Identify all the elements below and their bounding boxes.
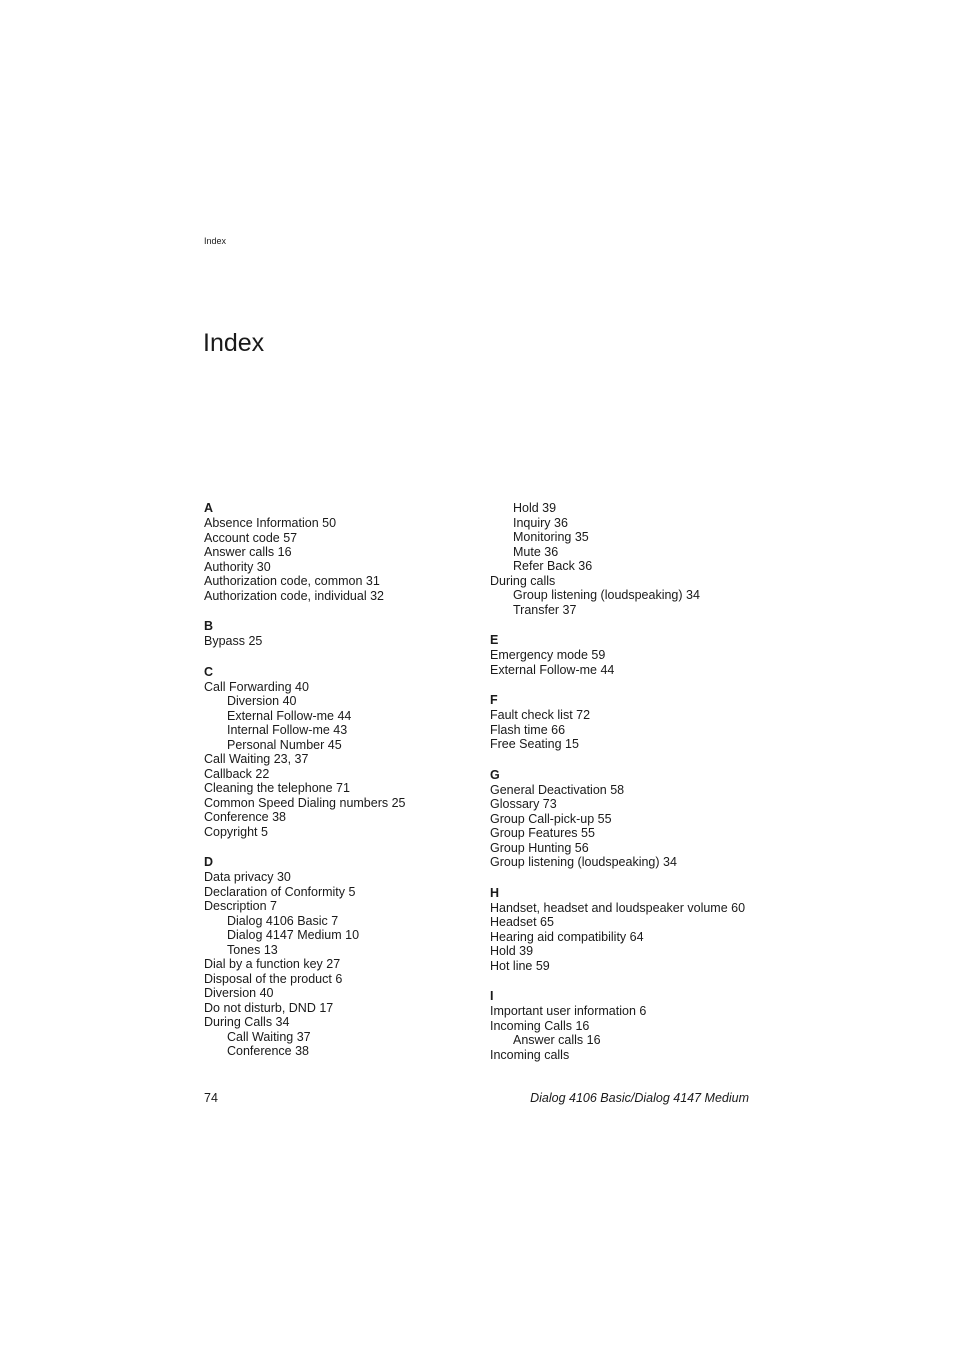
index-entry: Hold 39	[490, 944, 534, 958]
index-entry: Emergency mode 59	[490, 648, 606, 662]
index-entry: Authority 30	[204, 559, 271, 574]
index-group	[204, 855, 494, 1059]
index-entry: Incoming calls	[490, 1047, 570, 1062]
index-entry: Free Seating 15	[490, 737, 579, 751]
index-entry: Answer calls 16	[204, 545, 292, 559]
index-entry: Call Waiting 23, 37	[204, 752, 309, 766]
index-entry: Group listening (loudspeaking) 34	[490, 855, 677, 869]
index-entry: Authorization code, individual 32	[204, 588, 384, 603]
index-subentry: Dialog 4106 Basic 7	[227, 913, 339, 928]
index-letter-heading: D	[204, 855, 214, 869]
index-group	[490, 501, 790, 617]
index-letter-heading: A	[204, 501, 214, 515]
index-entry: Flash time 66	[490, 722, 566, 737]
index-entry: During Calls 34	[204, 1015, 290, 1029]
index-entry: External Follow-me 44	[490, 662, 615, 677]
index-entry: Group Hunting 56	[490, 840, 589, 855]
index-group	[204, 619, 494, 649]
index-entry: Group Features 55	[490, 826, 595, 840]
index-group	[490, 693, 790, 752]
index-entry: Bypass 25	[204, 634, 263, 648]
index-subentry: Hold 39	[513, 501, 557, 515]
index-letter-heading: F	[490, 693, 498, 707]
running-head: Index	[204, 236, 227, 246]
page-title: Index	[203, 329, 265, 357]
index-column-left	[204, 501, 494, 1059]
index-entry: Copyright 5	[204, 824, 268, 839]
index-subentry: Mute 36	[513, 544, 559, 559]
index-entry: Diversion 40	[204, 986, 274, 1000]
index-letter-heading: C	[204, 664, 214, 679]
index-entry: Conference 38	[204, 810, 287, 824]
index-subentry: Conference 38	[227, 1044, 310, 1058]
index-entry: Headset 65	[490, 915, 554, 929]
index-group	[490, 886, 790, 974]
index-column-right	[490, 501, 790, 1062]
index-group	[490, 768, 790, 870]
index-subentry: Answer calls 16	[513, 1033, 601, 1047]
index-entry: General Deactivation 58	[490, 782, 625, 797]
index-subentry: Personal Number 45	[227, 737, 342, 752]
index-subentry: Refer Back 36	[513, 559, 593, 573]
index-subentry: Group listening (loudspeaking) 34	[513, 588, 700, 602]
index-entry: Group Call-pick-up 55	[490, 811, 612, 826]
index-entry: Data privacy 30	[204, 870, 291, 884]
index-entry: Hearing aid compatibility 64	[490, 929, 644, 944]
index-entry: Callback 22	[204, 766, 270, 781]
index-entry: Fault check list 72	[490, 708, 591, 722]
index-group	[204, 665, 494, 840]
index-subentry: Inquiry 36	[513, 515, 568, 530]
index-entry: During calls	[490, 573, 556, 588]
index-subentry: Call Waiting 37	[227, 1029, 311, 1044]
index-subentry: External Follow-me 44	[227, 708, 352, 723]
index-subentry: Diversion 40	[227, 694, 297, 708]
index-entry: Authorization code, common 31	[204, 574, 380, 588]
index-subentry: Dialog 4147 Medium 10	[227, 928, 360, 942]
index-entry: Disposal of the product 6	[204, 971, 343, 986]
index-entry: Hot line 59	[490, 958, 550, 973]
index-entry: Common Speed Dialing numbers 25	[204, 795, 406, 810]
index-subentry: Transfer 37	[513, 602, 577, 617]
document-title: Dialog 4106 Basic/Dialog 4147 Medium	[530, 1091, 749, 1105]
index-letter-heading: E	[490, 633, 499, 647]
index-entry: Call Forwarding 40	[204, 679, 309, 694]
index-entry: Handset, headset and loudspeaker volume 60	[490, 900, 746, 915]
index-subentry: Monitoring 35	[513, 530, 589, 544]
index-group	[204, 501, 494, 603]
index-entry: Cleaning the telephone 71	[204, 781, 350, 795]
page-number: 74	[204, 1091, 218, 1105]
index-entry: Account code 57	[204, 530, 298, 545]
index-group	[490, 633, 790, 677]
index-entry: Absence Information 50	[204, 516, 337, 530]
index-entry: Important user information 6	[490, 1004, 647, 1018]
index-entry: Do not disturb, DND 17	[204, 1000, 334, 1015]
index-entry: Incoming Calls 16	[490, 1018, 590, 1033]
index-subentry: Internal Follow-me 43	[227, 723, 348, 737]
index-entry: Declaration of Conformity 5	[204, 884, 356, 899]
index-group	[490, 989, 790, 1062]
index-entry: Glossary 73	[490, 797, 557, 811]
index-letter-heading: H	[490, 885, 500, 900]
index-letter-heading: G	[490, 767, 500, 782]
index-entry: Description 7	[204, 899, 277, 913]
index-entry: Dial by a function key 27	[204, 957, 341, 971]
index-letter-heading: I	[490, 989, 494, 1003]
index-letter-heading: B	[204, 619, 214, 633]
index-subentry: Tones 13	[227, 942, 278, 957]
